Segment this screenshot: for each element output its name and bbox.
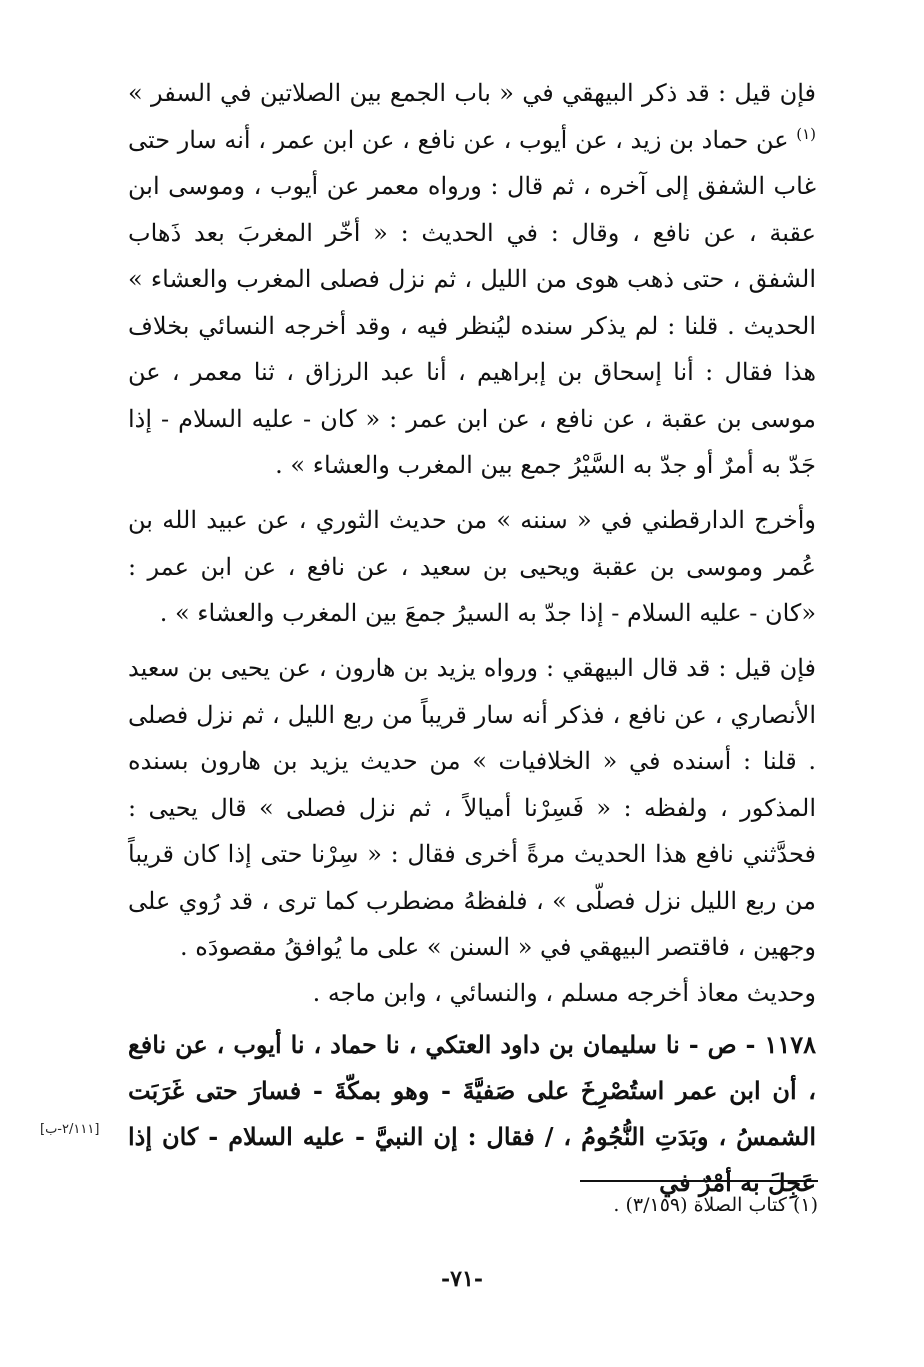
paragraph-3: فإن قيل : قد قال البيهقي : ورواه يزيد بن هارون ، عن يحيى بن سعيد الأنصاري ، عن نافع ، فذكر أنه سار قريباً من ربع الليل ، ثم نزل فصلى . قلنا : أسنده في « الخلافيات » من حديث يزيد بن هارون بسنده المذكور ، ولفظه : « فَسِرْنا أميالاً ، ثم نزل فصلى » قال يحيى : فحدَّثني نافع هذا الحديث مرةً أخرى فقال : « سِرْنا حتى إذا كان قريباً من ربع الليل نزل فصلّى » ، فلفظهُ مضطرب كما ترى ، قد رُوي على وجهين ، فاقتصر البيهقي في « السنن » على ما يُوافقُ مقصودَه . (128, 654, 816, 961)
footnote: (١) كتاب الصلاة (٣/١٥٩) . (613, 1194, 818, 1216)
paragraph-4: وحديث معاذ أخرجه مسلم ، والنسائي ، وابن ماجه . (312, 979, 816, 1007)
footnote-marker: (١) (796, 124, 816, 143)
paragraph-1 (128, 70, 816, 489)
paragraph-1-lead: فإن قيل : قد ذكر البيهقي في « باب الجمع بين الصلاتين في السفر » (128, 79, 816, 107)
footnote-divider (580, 1180, 818, 1182)
paragraph-1-rest: عن حماد بن زيد ، عن أيوب ، عن نافع ، عن ابن عمر ، أنه سار حتى غاب الشفق إلى آخره ، ثم قال : ورواه معمر عن أيوب ، وموسى ابن عقبة ، عن نافع ، وقال : في الحديث : « أخّر المغربَ بعد ذَهاب الشفق ، حتى ذهب هوى من الليل ، ثم نزل فصلى المغرب والعشاء » الحديث . قلنا : لم يذكر سنده ليُنظر فيه ، وقد أخرجه النسائي بخلاف هذا فقال : أنا إسحاق بن إبراهيم ، أنا عبد الرزاق ، ثنا معمر ، عن موسى بن عقبة ، عن نافع ، عن ابن عمر : « كان - عليه السلام - إذا جَدّ به أمرٌ أو جدّ به السَّيْرُ جمع بين المغرب والعشاء » . (128, 125, 816, 479)
hadith-1178: ١١٧٨ - ص - نا سليمان بن داود العتكي ، نا حماد ، نا أيوب ، عن نافع ، أن ابن عمر استُصْرِخَ على صَفيَّةَ - وهو بمكّةَ - فسارَ حتى غَرَبَت الشمسُ ، وبَدَتِ النُّجُومُ ، / فقال : إن النبيَّ - عليه السلام - كان إذا عَجِلَ به أمْرٌ في (128, 1030, 817, 1197)
paragraph-2: وأخرج الدارقطني في « سننه » من حديث الثوري ، عن عبيد الله بن عُمر وموسى بن عقبة ويحيى بن سعيد ، عن نافع ، عن ابن عمر : «كان - عليه السلام - إذا جدّ به السيرُ جمعَ بين المغرب والعشاء » . (128, 506, 816, 627)
manuscript-reference: [٢/١١١-ب] (40, 1122, 100, 1137)
page-number: -٧١- (441, 1266, 483, 1292)
